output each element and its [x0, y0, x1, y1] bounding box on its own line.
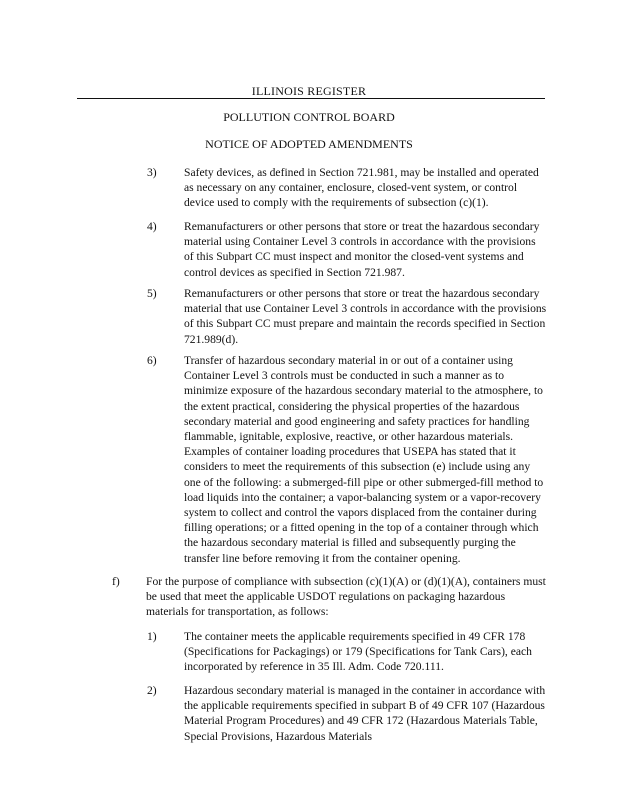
notice-title: NOTICE OF ADOPTED AMENDMENTS — [205, 137, 413, 151]
item-text: Transfer of hazardous secondary material in or out of a container using Container Level 3 controls must be conducted in such a manner as to minimize exposure of the hazardous secondary material to the atmosphere, to the extent practical, considering the physical properties of the hazardous secondary material and good engineering and safety practices for handling flammable, ignitable, explosive, reactive, or other hazardous materials. Examples of container loading procedures that USEPA has stated that it considers to meet the requirements of this subsection (e) include using any one of the following: a submerged-fill pipe or other submerged-fill method to load liquids into the container; a vapor-balancing system or a vapor-recovery system to collect and control the vapors displaced from the container during filling operations; or a fitted opening in the top of a container through which the hazardous secondary material is filled and subsequently purging the transfer line before removing it from the container opening. — [184, 354, 544, 565]
item-text: Remanufacturers or other persons that store or treat the hazardous secondary material using Container Level 3 controls in accordance with the provisions of this Subpart CC must inspect and monitor the closed-vent systems and control devices as specified in Section 721.987. — [184, 220, 540, 279]
section-letter: f) — [112, 575, 120, 588]
register-title: ILLINOIS REGISTER — [251, 84, 367, 98]
item-number: 1) — [147, 630, 157, 643]
board-name: POLLUTION CONTROL BOARD — [223, 110, 395, 124]
item-number: 6) — [147, 354, 157, 367]
item-number: 2) — [147, 684, 157, 697]
item-text: Hazardous secondary material is managed in the container in accordance with the applicable requirements specified in subpart B of 49 CFR 107 (Hazardous Material Program Procedures) and 49 CFR 172 (Hazardous Materials Table, Special Provisions, Hazardous Materials — [184, 684, 546, 743]
section-text: For the purpose of compliance with subsection (c)(1)(A) or (d)(1)(A), containers must be used that meet the applicable USDOT regulations on packaging hazardous materials for transportation, as follows: — [146, 575, 546, 619]
item-number: 5) — [147, 287, 157, 300]
item-text: Remanufacturers or other persons that store or treat the hazardous secondary material that use Container Level 3 controls in accordance with the provisions of this Subpart CC must prepare and maintain the records specified in Section 721.989(d). — [184, 287, 547, 346]
header-rule — [77, 98, 545, 99]
item-text: Safety devices, as defined in Section 721.981, may be installed and operated as necessary on any container, enclosure, closed-vent system, or control device used to comply with the requirements of subsection (c)(1). — [184, 166, 539, 210]
item-number: 4) — [147, 220, 157, 233]
item-number: 3) — [147, 166, 157, 179]
item-text: The container meets the applicable requirements specified in 49 CFR 178 (Specifications for Packagings) or 179 (Specifications for Tank Cars), each incorporated by reference in 35 Ill. Adm. Code 720.111. — [184, 630, 532, 674]
